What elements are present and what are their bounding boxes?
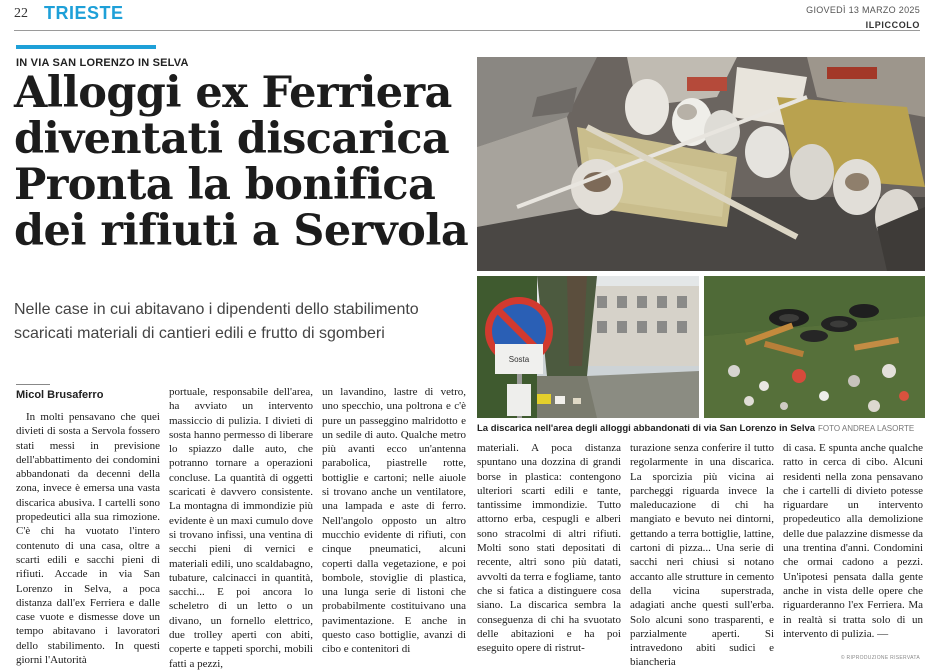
photo-caption — [477, 423, 927, 434]
photo-credit: FOTO ANDREA LASORTE — [818, 424, 915, 433]
column-text: In molti pensavano che quei divieti di sosta a Servola fossero stati messi in previsione dell'abbattimento dei condomini abbandonati da decenni della zona, invece è emersa una vasta discarica abusiva. I cartelli sono propedeutici alla sua rimozione. C'è chi ha vuotato l'intero contenuto di una casa, oltre a scarti edili e sacchi pieni di rifiuti. Accade in via San Lorenzo in Selva, a poca distanza dall'ex Ferriera e dalle case vuote e dismesse dove un tempo abitavano i lavoratori dello stabilimento. In questi giorni l'Autorità — [16, 411, 160, 667]
column-text: un lavandino, lastre di vetro, uno specchio, una poltrona e c'è pure un passeggino malridotto e un sedile di auto. Qualche metro più avanti ecco un'antenna parabolica, piastrelle rotte, bottiglie e cartoni; nelle aiuole si trovano anche un ventilatore, una lampada e aste di ferro. Nell'angolo opposto un altro mucchio evidente di rifiuti, con cinque pneumatici, alcuni coperti dalla vegetazione, e poi bombole, stoviglie di plastica, una lunga serie di listoni che probabilmente costituivano una pavimentazione. E anche in questo caso bottiglie, avanzi di cibo e contenitori di — [322, 386, 466, 656]
newspaper-name: ILPICCOLO — [865, 20, 920, 30]
headline-line: Pronta la bonifica — [14, 160, 436, 210]
photo-rubble-pile — [477, 57, 925, 271]
page-header — [0, 0, 934, 40]
article-column-5 — [630, 441, 774, 669]
rubble-photo-illustration — [477, 57, 925, 271]
caption-text: La discarica nell'area degli alloggi abbandonati di via San Lorenzo in Selva — [477, 423, 816, 434]
article-column-3 — [322, 385, 466, 663]
section-title: TRIESTE — [44, 3, 124, 23]
page-number: 22 — [14, 6, 28, 21]
issue-date: GIOVEDÌ 13 MARZO 2025 — [806, 5, 920, 15]
column-text: di casa. E spunta anche qualche ratto in cerca di cibo. Alcuni residenti nella zona pensavano che i cartelli di divieto potesse riguardare un intervento propedeutico alla demolizione delle due palazzine dismesse da una trentina d'anni. Condomini che ormai cadono a pezzi. Un'ipotesi pensata dalla gente anche in vista delle opere che riguarderanno l'ex Ferriera. Ma in realtà si tratta solo di un intervento di pulizia. — — [783, 442, 923, 640]
headline-line: Alloggi ex Ferriera — [14, 68, 452, 118]
article-subtitle: Nelle case in cui abitavano i dipendenti dello stabilimento scaricati materiali di cantieri edili e frutto di sgomberi — [14, 301, 419, 342]
article-headline — [14, 70, 469, 254]
author-byline: Micol Brusaferro — [16, 389, 104, 401]
headline-line: dei rifiuti a Servola — [14, 206, 469, 256]
article-column-1 — [16, 410, 160, 665]
column-text: materiali. A poca distanza spuntano una dozzina di grandi borse in plastica: contengono ulteriori scarti edili e tante, tantissime immondizie. Tutto attorno erba, cespugli e alberi sono stracolmi di altri rifiuti. Molti sono stati depositati di recente, altri sono più datati, avvolti da terra e fogliame, tanto che si fatica a distinguere cosa siano. La discarica sembra la conseguenza di chi ha svuotato delle abitazioni e ha poi eseguito opere di ristrut- — [477, 442, 621, 655]
article-kicker: IN VIA SAN LORENZO IN SELVA — [16, 57, 189, 69]
column-text: turazione senza conferire il tutto regolarmente in una discarica. La sporcizia più vicina ai parcheggi riguarda invece la maleducazione di chi ha mangiato e bevuto nei dintorni, gettando a terra bottiglie, lattine, cartoni di pizza... Una serie di sacchi neri chiusi si notano accanto alle strutture in cemento della vicina superstrada, adagiati anche questi sull'erba. Solo alcuni sono trasparenti, e parzialmente aperti. Si intravedono abiti sudici e biancheria — [630, 442, 774, 669]
copyright-notice: © RIPRODUZIONE RISERVATA — [840, 655, 920, 661]
byline-rule — [16, 384, 50, 385]
sign-label: Sosta — [508, 355, 530, 364]
photo-no-parking-sign — [477, 276, 699, 418]
article-column-2 — [169, 385, 313, 670]
header-rule — [14, 30, 920, 31]
photo-tyres-in-grass — [704, 276, 925, 418]
article-column-6 — [783, 441, 923, 653]
column-text: portuale, responsabile dell'area, ha avviato un intervento massiccio di pulizia. I divieti di sosta hanno permesso di liberare lo spiazzo dalle auto, che potranno tornare a operazioni concluse. La quantità di oggetti scaricati è davvero consistente. La montagna di immondizie più evidente è un maxi cumulo dove si trovano infissi, una ventina di secchi pieni di vernici e materiali edili, uno scaldabagno, tubature, calcinacci in quantità, sacchi... E poi ancora lo scheletro di un letto o un divano, un fornello elettrico, due trolley aperti con abiti, coperte e tappeti sporchi, mobili fatti a pezzi, — [169, 386, 313, 670]
article-column-4 — [477, 441, 621, 663]
tyres-photo-illustration — [704, 276, 925, 418]
accent-bar — [16, 45, 156, 49]
headline-line: diventati discarica — [14, 114, 450, 164]
sign-photo-illustration — [477, 276, 699, 418]
